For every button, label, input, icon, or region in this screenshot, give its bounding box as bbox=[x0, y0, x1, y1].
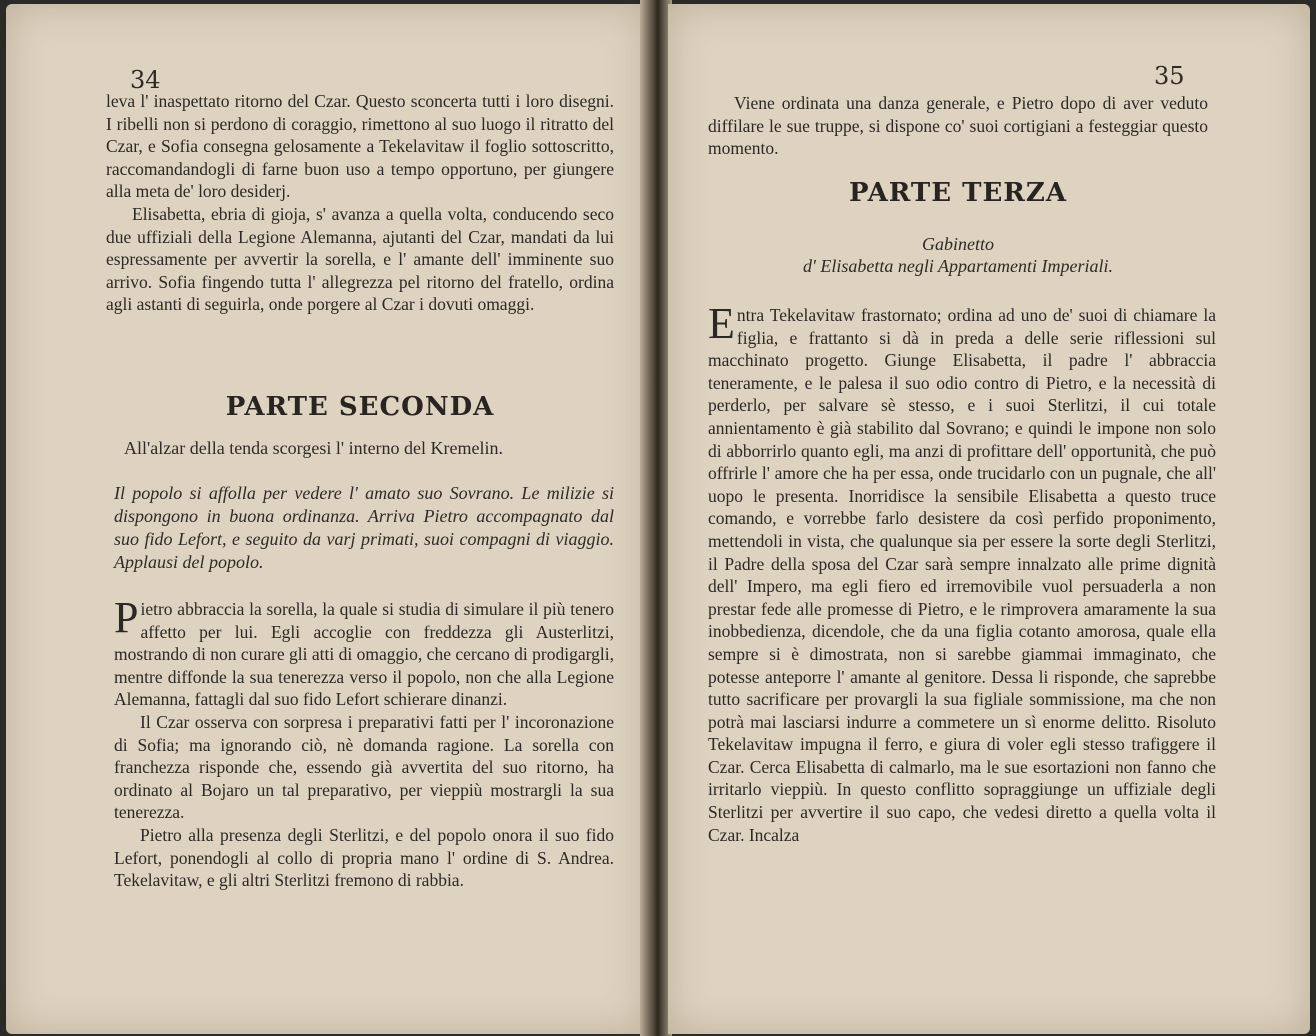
section-title: PARTE SECONDA bbox=[225, 392, 495, 422]
paragraph: Pietro alla presenza degli Sterlitzi, e del popolo onora il suo fido Lefort, ponendogli al collo di propria mano l' ordine di S. Andrea. Tekelavitaw, e gli altri Sterlitzi fremono di rabbia. bbox=[114, 824, 614, 891]
scene-subtitle: d' Elisabetta negli Appartamenti Imperiali. bbox=[803, 256, 1113, 276]
paragraph: Pietro abbraccia la sorella, la quale si studia di simulare il più tenero affetto per lui. Egli accoglie con freddezza gli Austerlitzi, mostrando di non curare gli atti di omaggio, che cercano di prodigargli, mentre diffonde la sua tenerezza verso il popolo, non che alla Legione Alemanna, fattagli dal suo fido Lefort schierare dinanzi. bbox=[114, 593, 614, 710]
text-block bbox=[708, 92, 1208, 160]
text-block bbox=[708, 299, 1216, 846]
left-page bbox=[6, 4, 646, 1034]
paragraph: Il Czar osserva con sorpresa i preparativi fatti per l' incoronazione di Sofia; ma ignorando ciò, nè domanda ragione. La sorella con franchezza risponde che, essendo già avvertita del suo ritorno, ha ordinato al Bojaro un tal preparativo, per vieppiù mostrargli la sua tenerezza. bbox=[114, 711, 614, 823]
stage-direction: All'alzar della tenda scorgesi l' interno del Kremelin. bbox=[124, 438, 504, 458]
drop-cap: E bbox=[708, 299, 735, 348]
page-number: 35 bbox=[1154, 62, 1185, 90]
scene-title: Gabinetto bbox=[922, 234, 994, 254]
paragraph: Elisabetta, ebria di gioja, s' avanza a quella volta, conducendo seco due uffiziali della Legione Alemanna, ajutanti del Czar, mandati da lui espressamente per avvertir la sorella, e l' amante dell' imminente suo arrivo. Sofia fingendo tutta l' allegrezza pel ritorno del fratello, ordina agli astanti di seguirla, onde porgere al Czar i dovuti omaggi. bbox=[106, 203, 614, 315]
right-page bbox=[668, 4, 1310, 1034]
stage-description: Il popolo si affolla per vedere l' amato suo Sovrano. Le milizie si dispongono in buona ordinanza. Arriva Pietro accompagnato dal suo fido Lefort, e seguito da varj primati, suoi compagni di viaggio. Applausi del popolo. bbox=[114, 483, 614, 572]
text-block bbox=[106, 90, 614, 316]
section-title: PARTE TERZA bbox=[848, 178, 1068, 208]
text-block bbox=[114, 593, 614, 892]
drop-cap: P bbox=[114, 593, 139, 642]
page-number: 34 bbox=[130, 66, 161, 94]
paragraph: Entra Tekelavitaw frastornato; ordina ad uno de' suoi di chiamare la figlia, e frattanto si dà in preda a delle serie riflessioni sul macchinato progetto. Giunge Elisabetta, il padre l' abbraccia teneramente, e le palesa il suo odio contro di Pietro, e la necessità di perderlo, per salvare sè stesso, e i suoi Sterlitzi, il cui totale annientamento è già stabilito dal Sovrano; e quindi le impone non solo di abborrirlo quanto egli, ma anzi di profittare dell' opportunità, che può offrirle l' amore che ha per essa, onde trucidarlo con un pugnale, che all' uopo le presenta. Inorridisce la sensibile Elisabetta a questo truce comando, e vorrebbe farlo desistere da così perfido proponimento, mettendoli in vista, che qualunque sia per essere la sorte degli Sterlitzi, il Padre della sposa del Czar sarà sempre innalzato alle prime dignità dell' Impero, ma egli fiero ed irremovibile vuol persuaderla a non prestar fede alle promesse di Pietro, e le rimprovera amaramente la sua inobbedienza, dicendole, che da una figlia cotanto amorosa, quale ella sempre si è dimostrata, non si sarebbe giammai immaginato, che potesse anteporre l' amante al genitore. Dessa li risponde, che saprebbe tutto sacrificare per provargli la sua figliale sommissione, ma che non potrà mai lasciarsi indurre a commetere un sì enorme delitto. Risoluto Tekelavitaw impugna il ferro, e giura di voler egli stesso trafiggere il Czar. Cerca Elisabetta di calmarlo, ma le sue esortazioni non fanno che irritarlo vieppiù. In questo conflitto sopraggiunge un uffiziale degli Sterlitzi per avvertire il suo capo, che vedesi diretto a quella volta il Czar. Incalza bbox=[708, 299, 1216, 845]
paragraph: leva l' inaspettato ritorno del Czar. Questo sconcerta tutti i loro disegni. I ribelli non si perdono di coraggio, rimettono al suo luogo il ritratto del Czar, e Sofia consegna gelosamente a Tekelavitaw il foglio sottoscritto, raccomandandogli di farne buon uso a tempo opportuno, per giungere alla meta de' loro desiderj. bbox=[106, 91, 614, 202]
paragraph: Viene ordinata una danza generale, e Pietro dopo di aver veduto diffilare le sue truppe, si dispone co' suoi cortigiani a festeggiar questo momento. bbox=[708, 93, 1208, 159]
